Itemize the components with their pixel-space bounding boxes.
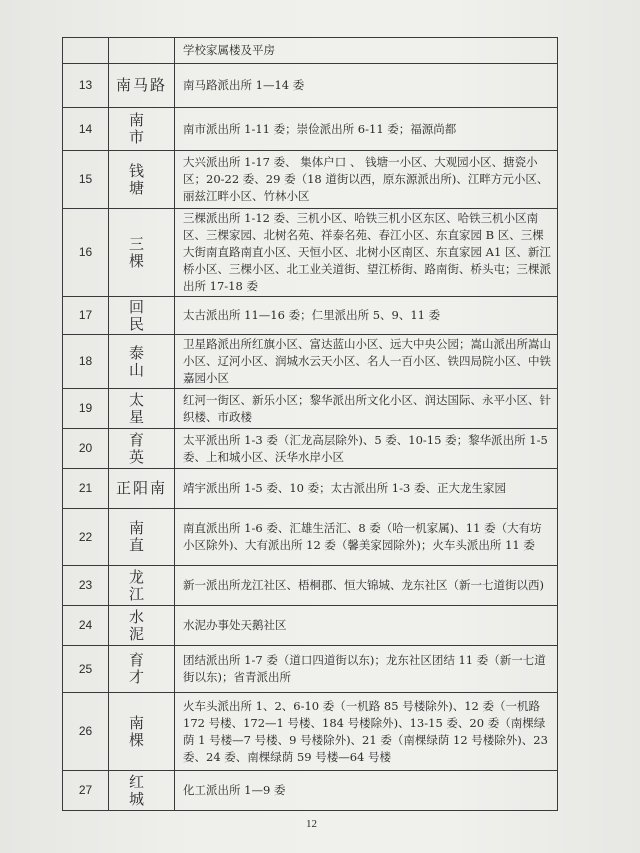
area-name: 正阳南 [109, 469, 175, 509]
area-description: 南直派出所 1-6 委、汇雄生活汇、8 委（哈一机家属)、11 委（大有坊小区除外)、大有派出所 12 委（馨美家园除外)；火车头派出所 11 委 [175, 509, 558, 566]
table-row [63, 151, 558, 209]
area-name: 育 才 [109, 646, 175, 693]
area-name: 水 泥 [109, 606, 175, 646]
area-description: 红河一街区、新乐小区；黎华派出所文化小区、润达国际、永平小区、针织楼、市政楼 [175, 389, 558, 429]
row-number: 23 [63, 566, 109, 606]
area-description: 火车头派出所 1、2、6-10 委（一机路 85 号楼除外)、12 委（一机路 172 号楼、172—1 号楼、184 号楼除外)、13-15 委、20 委（南棵绿荫 1 号楼—7 号楼、9 号楼除外)、21 委（南棵绿荫 12 号楼除外)、23 委、24 委、南棵绿荫 59 号楼—64 号楼 [175, 693, 558, 771]
table-row [63, 646, 558, 693]
page-number: 12 [306, 818, 317, 830]
area-description: 太古派出所 11—16 委；仁里派出所 5、9、11 委 [175, 297, 558, 335]
row-number: 18 [63, 335, 109, 389]
row-number: 25 [63, 646, 109, 693]
area-description: 太平派出所 1-3 委（汇龙高层除外)、5 委、10-15 委；黎华派出所 1-5 委、上和城小区、沃华水岸小区 [175, 429, 558, 469]
district-table [62, 37, 558, 811]
area-name: 南马路 [109, 64, 175, 108]
row-number: 14 [63, 108, 109, 151]
row-number: 20 [63, 429, 109, 469]
area-description: 大兴派出所 1-17 委、 集体户口 、 钱塘一小区、大观园小区、搪瓷小区；20-22 委、29 委（18 道街以西，原东源派出所)、江畔方元小区、丽兹江畔小区、竹林小区 [175, 151, 558, 209]
table-row [63, 693, 558, 771]
area-description: 卫星路派出所红旗小区、富达蓝山小区、远大中央公园；嵩山派出所嵩山小区、辽河小区、润城水云天小区、名人一百小区、铁四局院小区、中铁嘉园小区 [175, 335, 558, 389]
table-row [63, 429, 558, 469]
area-name: 南 市 [109, 108, 175, 151]
row-number: 24 [63, 606, 109, 646]
area-name: 太 星 [109, 389, 175, 429]
row-number: 17 [63, 297, 109, 335]
table-row [63, 771, 558, 811]
area-description: 南市派出所 1-11 委；崇俭派出所 6-11 委；福源尚都 [175, 108, 558, 151]
area-description: 化工派出所 1—9 委 [175, 771, 558, 811]
area-name [109, 38, 175, 64]
area-description: 团结派出所 1-7 委（道口四道街以东)；龙东社区团结 11 委（新一七道街以东)；省青派出所 [175, 646, 558, 693]
table-row [63, 566, 558, 606]
area-name: 钱 塘 [109, 151, 175, 209]
table-row [63, 108, 558, 151]
area-description: 水泥办事处天鹅社区 [175, 606, 558, 646]
area-name: 回 民 [109, 297, 175, 335]
row-number: 26 [63, 693, 109, 771]
table-row [63, 469, 558, 509]
row-number: 15 [63, 151, 109, 209]
area-name: 红 城 [109, 771, 175, 811]
table-row [63, 64, 558, 108]
row-number: 27 [63, 771, 109, 811]
table-row [63, 38, 558, 64]
area-name: 泰 山 [109, 335, 175, 389]
area-name: 南 棵 [109, 693, 175, 771]
row-number: 22 [63, 509, 109, 566]
area-name: 南 直 [109, 509, 175, 566]
table-row [63, 389, 558, 429]
area-description: 新一派出所龙江社区、梧桐郡、恒大锦城、龙东社区（新一七道街以西) [175, 566, 558, 606]
row-number: 19 [63, 389, 109, 429]
table-row [63, 606, 558, 646]
area-description: 南马路派出所 1—14 委 [175, 64, 558, 108]
row-number [63, 38, 109, 64]
area-description: 靖宇派出所 1-5 委、10 委；太古派出所 1-3 委、正大龙生家园 [175, 469, 558, 509]
table-row [63, 335, 558, 389]
table-row [63, 209, 558, 297]
row-number: 13 [63, 64, 109, 108]
area-name: 育 英 [109, 429, 175, 469]
table-row [63, 297, 558, 335]
row-number: 21 [63, 469, 109, 509]
table-row [63, 509, 558, 566]
area-name: 三 棵 [109, 209, 175, 297]
area-name: 龙 江 [109, 566, 175, 606]
area-description: 学校家属楼及平房 [175, 38, 558, 64]
row-number: 16 [63, 209, 109, 297]
area-description: 三棵派出所 1-12 委、三机小区、哈铁三机小区东区、哈铁三机小区南区、三棵家园、北树名苑、祥泰名苑、春江小区、东直家园 B 区、三棵大街南直路南直小区、天恒小区、北树小区南区、东直家园 A1 区、新江桥小区、三棵小区、北工业关道街、望江桥街、路南街、桥头屯；三棵派出所 17-18 委 [175, 209, 558, 297]
